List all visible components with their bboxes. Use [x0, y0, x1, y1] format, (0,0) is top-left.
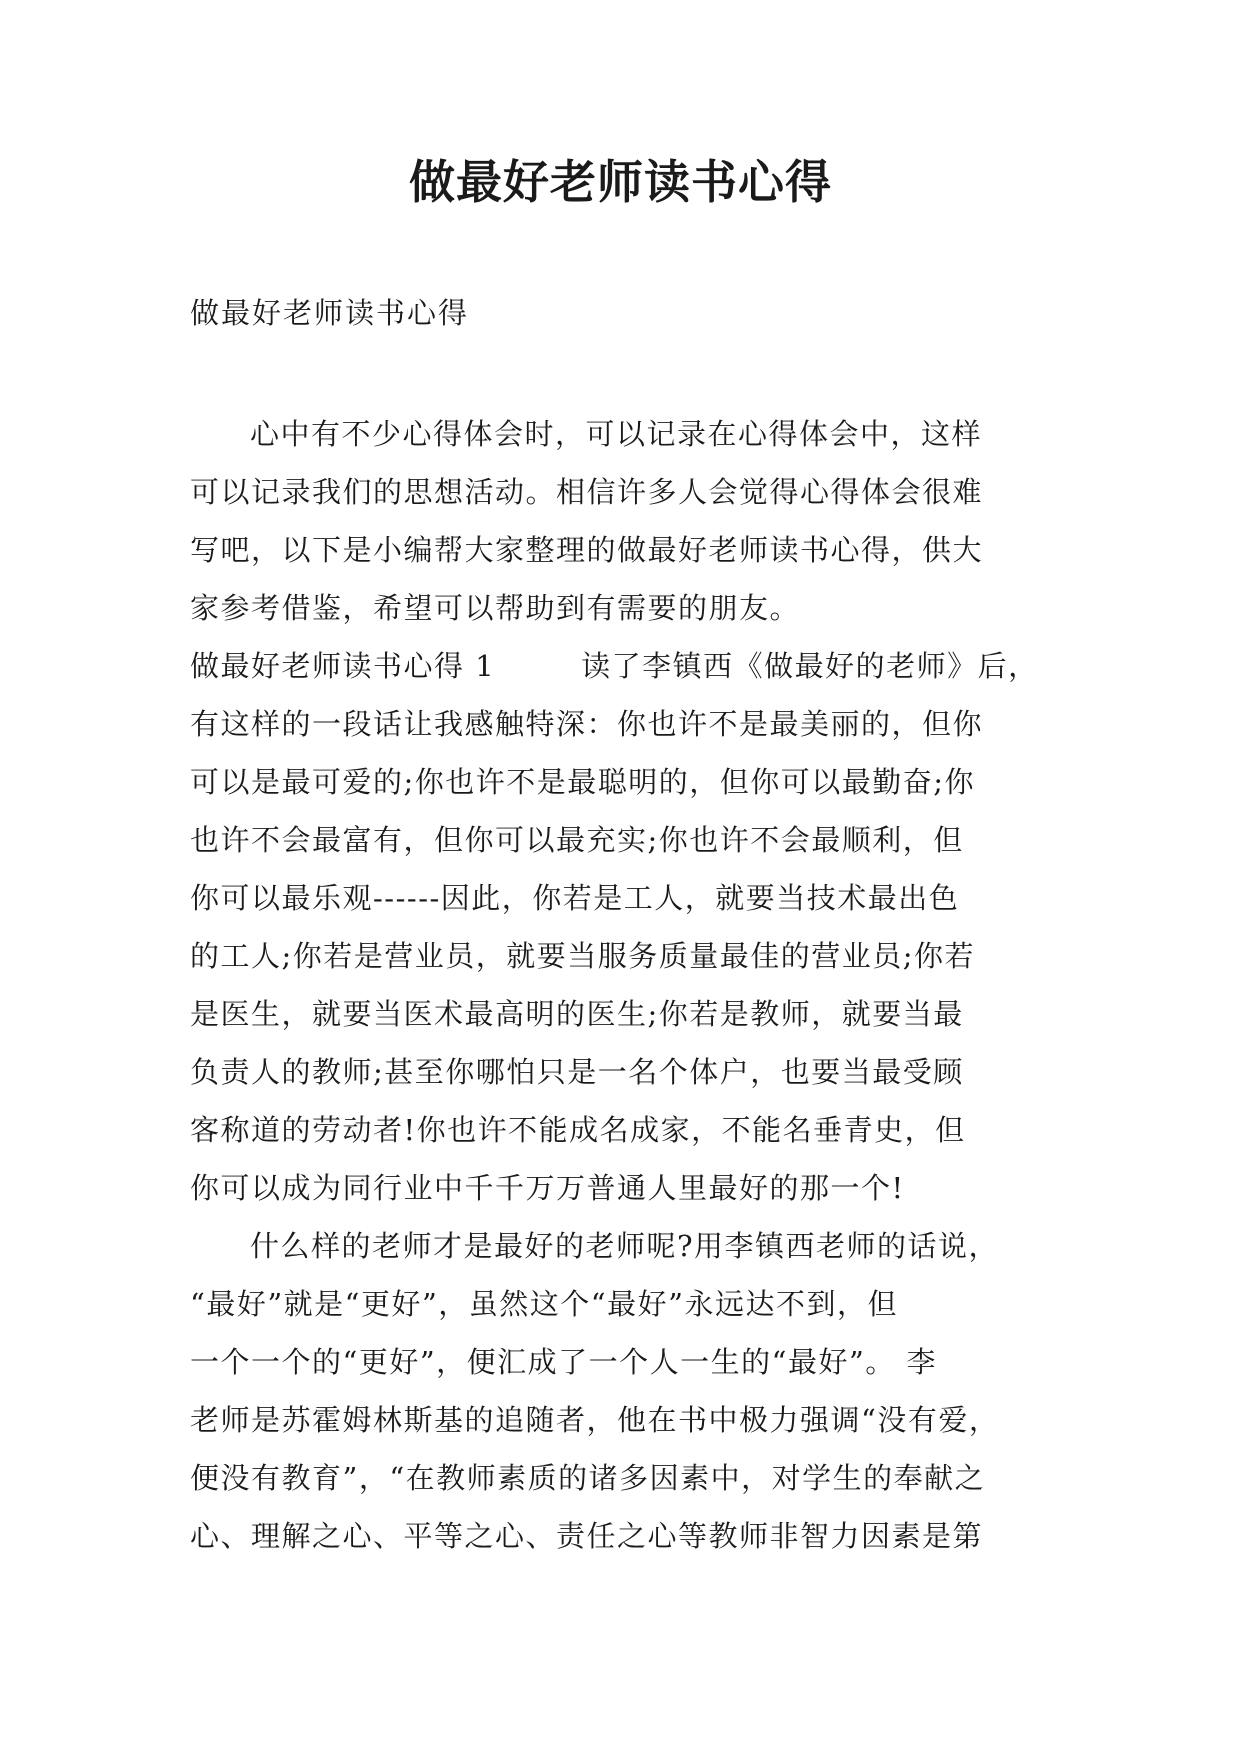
paragraph-line: 什么样的老师才是最好的老师呢?用李镇西老师的话说， — [250, 1229, 1000, 1263]
paragraph-line: 你可以最乐观------因此，你若是工人，就要当技术最出色 — [190, 881, 960, 915]
intro-line: 心中有不少心得体会时，可以记录在心得体会中，这样 — [250, 417, 983, 451]
paragraph-line: 客称道的劳动者!你也许不能成名成家，不能名垂青史，但 — [190, 1113, 966, 1147]
intro-line: 写吧，以下是小编帮大家整理的做最好老师读书心得，供大 — [190, 533, 984, 567]
paragraph-line: “最好”就是“更好”，虽然这个“最好”永远达不到，但 — [190, 1287, 898, 1321]
document-title: 做最好老师读书心得 — [409, 155, 832, 209]
paragraph-line: 可以是最可爱的;你也许不是最聪明的，但你可以最勤奋;你 — [190, 765, 976, 799]
paragraph-line: 也许不会最富有，但你可以最充实;你也许不会最顺利，但 — [190, 823, 964, 857]
paragraph-line: 心、理解之心、平等之心、责任之心等教师非智力因素是第 — [190, 1519, 984, 1553]
paragraph-line: 的工人;你若是营业员，就要当服务质量最佳的营业员;你若 — [190, 939, 976, 973]
intro-line: 可以记录我们的思想活动。相信许多人会觉得心得体会很难 — [190, 475, 984, 509]
paragraph-line: 你可以成为同行业中千千万万普通人里最好的那一个! — [190, 1171, 905, 1205]
paragraph-line: 老师是苏霍姆林斯基的追随者，他在书中极力强调“没有爱， — [190, 1403, 1000, 1437]
paragraph-line: 一个一个的“更好”，便汇成了一个人一生的“最好”。 李 — [190, 1345, 938, 1379]
intro-line: 家参考借鉴，希望可以帮助到有需要的朋友。 — [190, 591, 801, 625]
document-body — [190, 405, 1100, 1565]
document-subtitle: 做最好老师读书心得 — [190, 296, 470, 330]
paragraph-line: 有这样的一段话让我感触特深：你也许不是最美丽的，但你 — [190, 707, 984, 741]
paragraph-line: 是医生，就要当医术最高明的医生;你若是教师，就要当最 — [190, 997, 964, 1031]
paragraph-line: 便没有教育”，“在教师素质的诸多因素中，对学生的奉献之 — [190, 1461, 986, 1495]
section-first-line: 读了李镇西《做最好的老师》后， — [581, 649, 1039, 683]
paragraph-line: 负责人的教师;甚至你哪怕只是一名个体户，也要当最受顾 — [190, 1055, 964, 1089]
section-heading-line — [190, 637, 1100, 695]
section-heading: 做最好老师读书心得 1 — [190, 649, 496, 683]
